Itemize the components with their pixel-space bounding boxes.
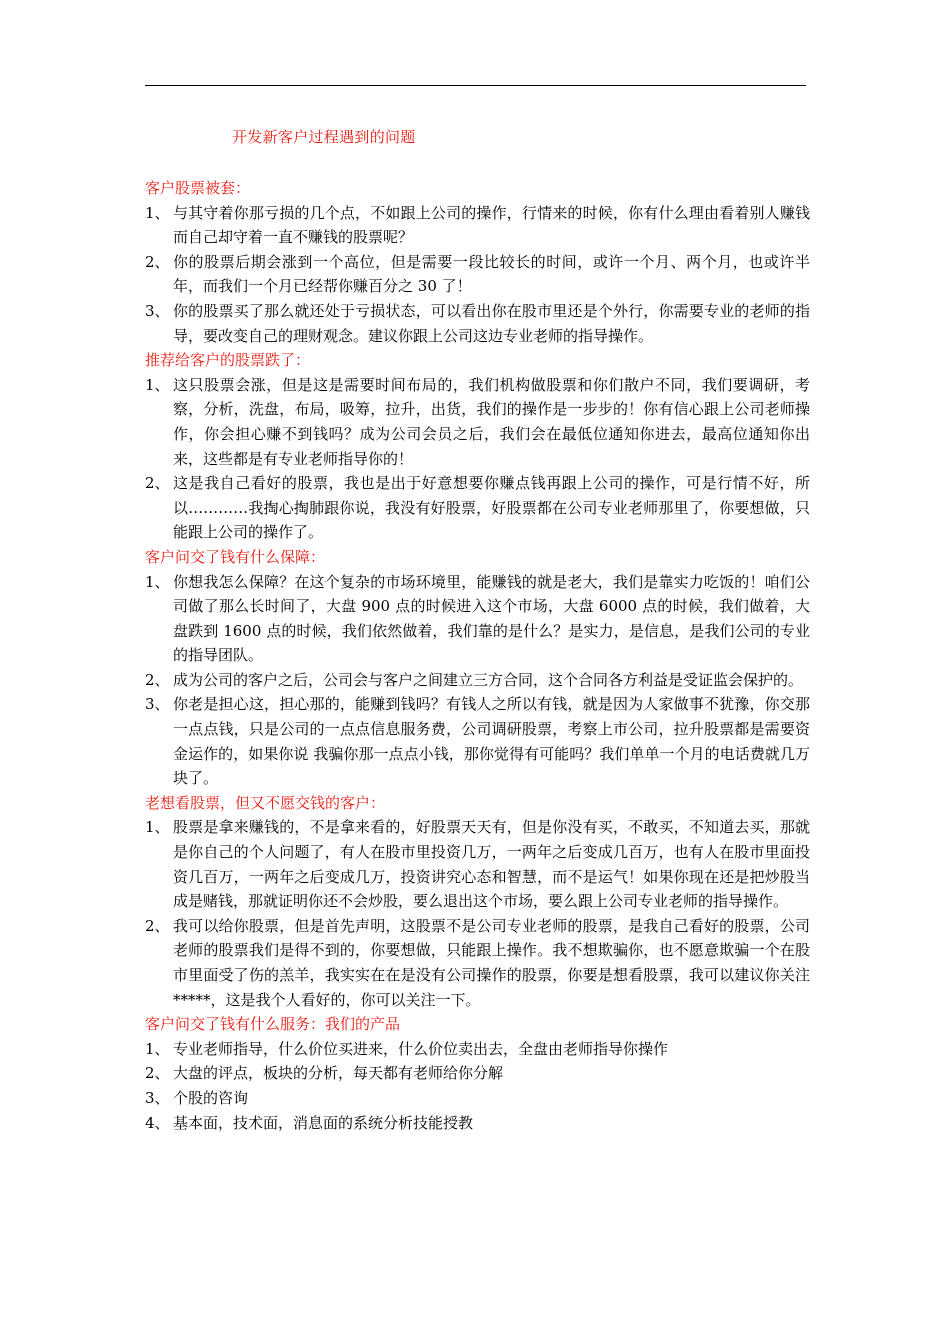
item-text: 股票是拿来赚钱的，不是拿来看的，好股票天天有，但是你没有买，不敢买，不知道去买，那就是你自己的个人问题了，有人在股市里投资几万，一两年之后变成几百万，也有人在股市里面投资几百万，一两年之后变成几万，投资讲究心态和智慧，而不是运气！如果你现在还是把炒股当成是赌钱，那就证明你还不会炒股，要么退出这个市场，要么跟上公司专业老师的指导操作。 xyxy=(173,818,810,911)
section xyxy=(145,176,810,348)
item-text: 大盘的评点，板块的分析，每天都有老师给你分解 xyxy=(173,1064,504,1083)
item-text: 专业老师指导，什么价位买进来，什么价位卖出去，全盘由老师指导你操作 xyxy=(173,1039,669,1058)
item-text: 你老是担心这，担心那的，能赚到钱吗？有钱人之所以有钱，就是因为人家做事不犹豫，你交那一点点钱，只是公司的一点点信息服务费，公司调研股票，考察上市公司，拉升股票都是需要资金运作的，如果你说 我骗你那一点点小钱，那你觉得有可能吗？我们单单一个月的电话费就几万块了。 xyxy=(173,695,810,788)
list-item xyxy=(145,250,810,299)
item-number: 3、 xyxy=(145,695,170,714)
section-heading: 客户问交了钱有什么保障： xyxy=(145,547,326,566)
item-text: 这是我自己看好的股票，我也是出于好意想要你赚点钱再跟上公司的操作，可是行情不好，所以…………我掏心掏肺跟你说，我没有好股票，好股票都在公司专业老师那里了，你要想做，只能跟上公司的操作了。 xyxy=(173,474,810,542)
item-number: 1、 xyxy=(145,375,170,394)
list-item xyxy=(145,1061,810,1086)
list-item xyxy=(145,1111,810,1136)
item-number: 2、 xyxy=(145,916,170,935)
item-number: 1、 xyxy=(145,572,170,591)
item-text: 成为公司的客户之后，公司会与客户之间建立三方合同，这个合同各方利益是受证监会保护的。 xyxy=(173,670,804,689)
header-rule xyxy=(145,85,806,86)
section-heading: 老想看股票，但又不愿交钱的客户： xyxy=(145,793,386,812)
list-item xyxy=(145,815,810,913)
item-text: 你的股票后期会涨到一个高位，但是需要一段比较长的时间，或许一个月、两个月，也或许半年，而我们一个月已经帮你赚百分之 30 了！ xyxy=(173,252,810,296)
item-text: 这只股票会涨，但是这是需要时间布局的，我们机构做股票和你们散户不同，我们要调研，考察，分析，洗盘，布局，吸筹，拉升，出货，我们的操作是一步步的！你有信心跟上公司老师操作，你会担心赚不到钱吗？成为公司会员之后，我们会在最低位通知你进去，最高位通知你出来，这些都是有专业老师指导你的！ xyxy=(173,375,810,468)
document-title: 开发新客户过程遇到的问题 xyxy=(232,128,416,146)
item-text: 我可以给你股票，但是首先声明，这股票不是公司专业老师的股票，是我自己看好的股票，公司老师的股票我们是得不到的，你要想做，只能跟上操作。我不想欺骗你，也不愿意欺骗一个在股市里面受了伤的羔羊，我实实在在是没有公司操作的股票，你要是想看股票，我可以建议你关注*****，这是我个人看好的，你可以关注一下。 xyxy=(173,916,810,1009)
item-number: 2、 xyxy=(145,670,170,689)
list-item xyxy=(145,570,810,668)
item-number: 1、 xyxy=(145,1039,170,1058)
item-text: 个股的咨询 xyxy=(173,1088,249,1107)
item-number: 3、 xyxy=(145,1088,170,1107)
list-item xyxy=(145,471,810,545)
item-number: 2、 xyxy=(145,252,170,271)
item-number: 2、 xyxy=(145,1064,170,1083)
list-item xyxy=(145,914,810,1012)
list-item xyxy=(145,373,810,471)
item-text: 你的股票买了那么就还处于亏损状态，可以看出你在股市里还是个外行，你需要专业的老师的指导，要改变自己的理财观念。建议你跟上公司这边专业老师的指导操作。 xyxy=(173,301,810,345)
list-item xyxy=(145,1037,810,1062)
section-heading: 客户股票被套： xyxy=(145,179,251,197)
section xyxy=(145,791,810,1012)
section xyxy=(145,348,810,545)
section xyxy=(145,545,810,791)
item-number: 1、 xyxy=(145,818,170,837)
list-item xyxy=(145,1086,810,1111)
section-heading: 推荐给客户的股票跌了： xyxy=(145,351,311,370)
list-item xyxy=(145,692,810,790)
list-item xyxy=(145,201,810,250)
section xyxy=(145,1012,810,1135)
document-body xyxy=(145,176,810,1135)
item-number: 4、 xyxy=(145,1113,170,1132)
item-number: 3、 xyxy=(145,301,170,320)
list-item xyxy=(145,668,810,693)
item-text: 与其守着你那亏损的几个点，不如跟上公司的操作，行情来的时候，你有什么理由看着别人赚钱而自己却守着一直不赚钱的股票呢？ xyxy=(173,203,810,247)
item-number: 2、 xyxy=(145,474,170,493)
item-text: 你想我怎么保障？在这个复杂的市场环境里，能赚钱的就是老大，我们是靠实力吃饭的！咱们公司做了那么长时间了，大盘 900 点的时候进入这个市场，大盘 6000 点的时候，我们做着，大盘跌到 1600 点的时候，我们依然做着，我们靠的是什么？是实力，是信息，是我们公司的专业的指导团队。 xyxy=(173,572,810,665)
section-heading: 客户问交了钱有什么服务：我们的产品 xyxy=(145,1015,401,1034)
list-item xyxy=(145,299,810,348)
item-text: 基本面，技术面，消息面的系统分析技能授教 xyxy=(173,1113,474,1132)
item-number: 1、 xyxy=(145,203,170,222)
